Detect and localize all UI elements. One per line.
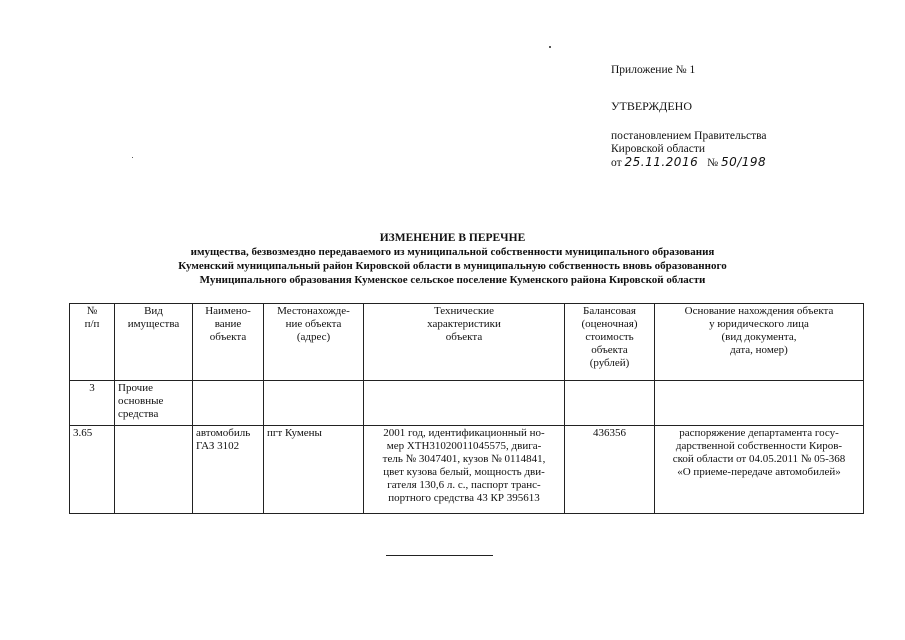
basis-cell: распоряжение департамента госу- дарственной собственности Киров- ской области от 04.05.2011 № 05-368 «О приеме-передаче автомобилей» [655, 426, 864, 514]
header-cell: Технические характеристики объекта [364, 304, 565, 381]
date-prefix: от [611, 157, 622, 169]
object-name-cell [193, 381, 264, 426]
header-cell: № п/п [70, 304, 115, 381]
header-cell: Балансовая (оценочная) стоимость объекта (рублей) [565, 304, 655, 381]
property-table [69, 303, 864, 514]
stray-dot [549, 46, 551, 48]
title-line-2: Куменский муниципальный район Кировской области в муниципальную собственность вновь образованного [178, 260, 727, 272]
object-name-cell: автомобиль ГАЗ 3102 [193, 426, 264, 514]
address-cell [264, 381, 364, 426]
handwritten-number: 50/198 [720, 155, 767, 169]
property-type-cell: Прочие основные средства [115, 381, 193, 426]
specs-cell [364, 381, 565, 426]
basis-cell [655, 381, 864, 426]
closing-rule [386, 555, 493, 556]
title-line-3: Муниципального образования Куменское сельское поселение Куменского района Кировской области [199, 274, 706, 286]
row-number-cell: 3.65 [70, 426, 115, 514]
appendix-label: Приложение № 1 [611, 64, 696, 76]
decree-line-2: Кировской области [611, 143, 706, 155]
header-cell: Вид имущества [115, 304, 193, 381]
property-type-cell [115, 426, 193, 514]
handwritten-date: 25.11.2016 [624, 155, 699, 169]
value-cell: 436356 [565, 426, 655, 514]
number-prefix: № [707, 157, 719, 169]
specs-cell: 2001 год, идентификационный но- мер ХТН31020011045575, двига- тель № 3047401, кузов № 0114841, цвет кузова белый, мощность дви- гателя 130,6 л. с., паспорт транс- портного средства 43 КР 395613 [364, 426, 565, 514]
approved-label: УТВЕРЖДЕНО [611, 99, 693, 113]
row-number-cell: 3 [70, 381, 115, 426]
decree-date-line [611, 156, 766, 170]
table-row [70, 426, 864, 514]
decree-line-1: постановлением Правительства [611, 130, 767, 142]
header-cell: Местонахожде- ние объекта (адрес) [264, 304, 364, 381]
header-cell: Основание нахождения объекта у юридического лица (вид документа, дата, номер) [655, 304, 864, 381]
table-row [70, 381, 864, 426]
value-cell [565, 381, 655, 426]
address-cell: пгт Кумены [264, 426, 364, 514]
stray-dot [132, 157, 133, 158]
document-title-block [100, 231, 805, 287]
title-line-1: имущества, безвозмездно передаваемого из муниципальной собственности муниципального образования [190, 246, 715, 258]
header-cell: Наимено- вание объекта [193, 304, 264, 381]
table-header-row [70, 304, 864, 381]
document-title: ИЗМЕНЕНИЕ В ПЕРЕЧНЕ [379, 232, 526, 244]
